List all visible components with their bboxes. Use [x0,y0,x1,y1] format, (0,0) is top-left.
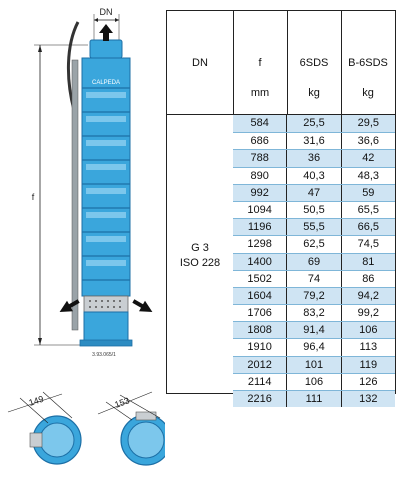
table-row [233,115,395,132]
drawing-ref-code: 3.93.065/1 [92,352,116,358]
cell-6sds-kg: 91,4 [286,322,340,338]
cell-6sds-kg: 96,4 [286,339,340,355]
table-row [233,338,395,355]
table-row [233,287,395,304]
table-body [233,115,395,407]
cell-f-mm: 1094 [247,203,272,216]
header-b6sds-unit: kg [362,87,374,99]
cell-f-mm: 1706 [247,307,272,320]
table-header [167,11,395,115]
cell-b6sds-kg: 132 [341,391,395,407]
table-row [233,373,395,390]
f-label: f [31,192,35,202]
table-row [233,321,395,338]
dim-149-label: 149 [27,393,45,408]
connection-standard: ISO 228 [179,257,221,269]
pump-strainer [84,296,128,312]
pump-data-table [166,10,396,405]
cell-6sds-kg: 31,6 [286,133,340,149]
table-row [233,132,395,149]
connection-thread: G 3 [191,242,209,254]
cell-b6sds-kg: 48,3 [341,168,395,184]
cell-b6sds-kg: 99,2 [341,305,395,321]
table-row [233,218,395,235]
cell-b6sds-kg: 36,6 [341,133,395,149]
header-dn: DN [192,57,208,69]
pump-outlet [90,40,122,58]
header-6sds-unit: kg [308,87,320,99]
cell-6sds-kg: 111 [286,391,340,407]
table-row [233,201,395,218]
dim-153-label: 153 [113,395,131,410]
outlet-arrow-icon [99,24,113,41]
cell-b6sds-kg: 66,5 [341,219,395,235]
header-f: f [258,57,262,69]
cell-b6sds-kg: 126 [341,374,395,390]
cell-6sds-kg: 47 [286,185,340,201]
cell-f-mm: 1400 [247,255,272,268]
cell-f-mm: 1196 [247,221,272,234]
cell-6sds-kg: 36 [286,150,340,166]
cell-6sds-kg: 55,5 [286,219,340,235]
cell-b6sds-kg: 86 [341,271,395,287]
dn-label: DN [99,7,113,17]
cell-b6sds-kg: 74,5 [341,236,395,252]
cell-b6sds-kg: 29,5 [341,115,395,132]
cell-f-mm: 1604 [247,289,272,302]
table-row [233,304,395,321]
cell-f-mm: 1910 [247,341,272,354]
cell-b6sds-kg: 42 [341,150,395,166]
cell-6sds-kg: 106 [286,374,340,390]
section-view-left [8,392,81,464]
table-row [233,149,395,166]
section-view-right [98,392,165,465]
cell-6sds-kg: 50,5 [286,202,340,218]
cell-f-mm: 1298 [247,238,272,251]
cell-6sds-kg: 40,3 [286,168,340,184]
table-row [233,235,395,252]
pump-motor [84,312,128,342]
cell-f-mm: 1502 [247,272,272,285]
pump-drawing [0,0,165,487]
cell-f-mm: 686 [250,135,269,148]
cell-f-mm: 890 [250,169,269,182]
cell-f-mm: 584 [250,117,269,129]
cell-f-mm: 992 [250,186,269,199]
cell-b6sds-kg: 59 [341,185,395,201]
cell-b6sds-kg: 106 [341,322,395,338]
inlet-arrow-right-icon [130,296,155,317]
cell-b6sds-kg: 119 [341,357,395,373]
cell-b6sds-kg: 81 [341,254,395,270]
table-row [233,390,395,407]
table-row [233,270,395,287]
cell-6sds-kg: 62,5 [286,236,340,252]
cell-f-mm: 1808 [247,324,272,337]
header-6sds: 6SDS [299,57,329,69]
cell-f-mm: 2216 [247,393,272,405]
cell-f-mm: 2012 [247,358,272,371]
cell-6sds-kg: 79,2 [286,288,340,304]
table-row [233,167,395,184]
cell-b6sds-kg: 94,2 [341,288,395,304]
cell-6sds-kg: 25,5 [286,115,340,132]
cell-6sds-kg: 101 [286,357,340,373]
cell-b6sds-kg: 113 [341,339,395,355]
cell-6sds-kg: 83,2 [286,305,340,321]
cell-6sds-kg: 69 [286,254,340,270]
table-row [233,253,395,270]
cell-6sds-kg: 74 [286,271,340,287]
table-row [233,356,395,373]
cell-b6sds-kg: 65,5 [341,202,395,218]
connection-cell [167,115,233,393]
brand-label: CALPEDA [91,80,121,86]
table-row [233,184,395,201]
cell-f-mm: 2114 [247,375,272,388]
header-f-unit: mm [250,87,270,99]
cell-f-mm: 788 [250,152,269,165]
header-b6sds: B-6SDS [348,57,388,69]
